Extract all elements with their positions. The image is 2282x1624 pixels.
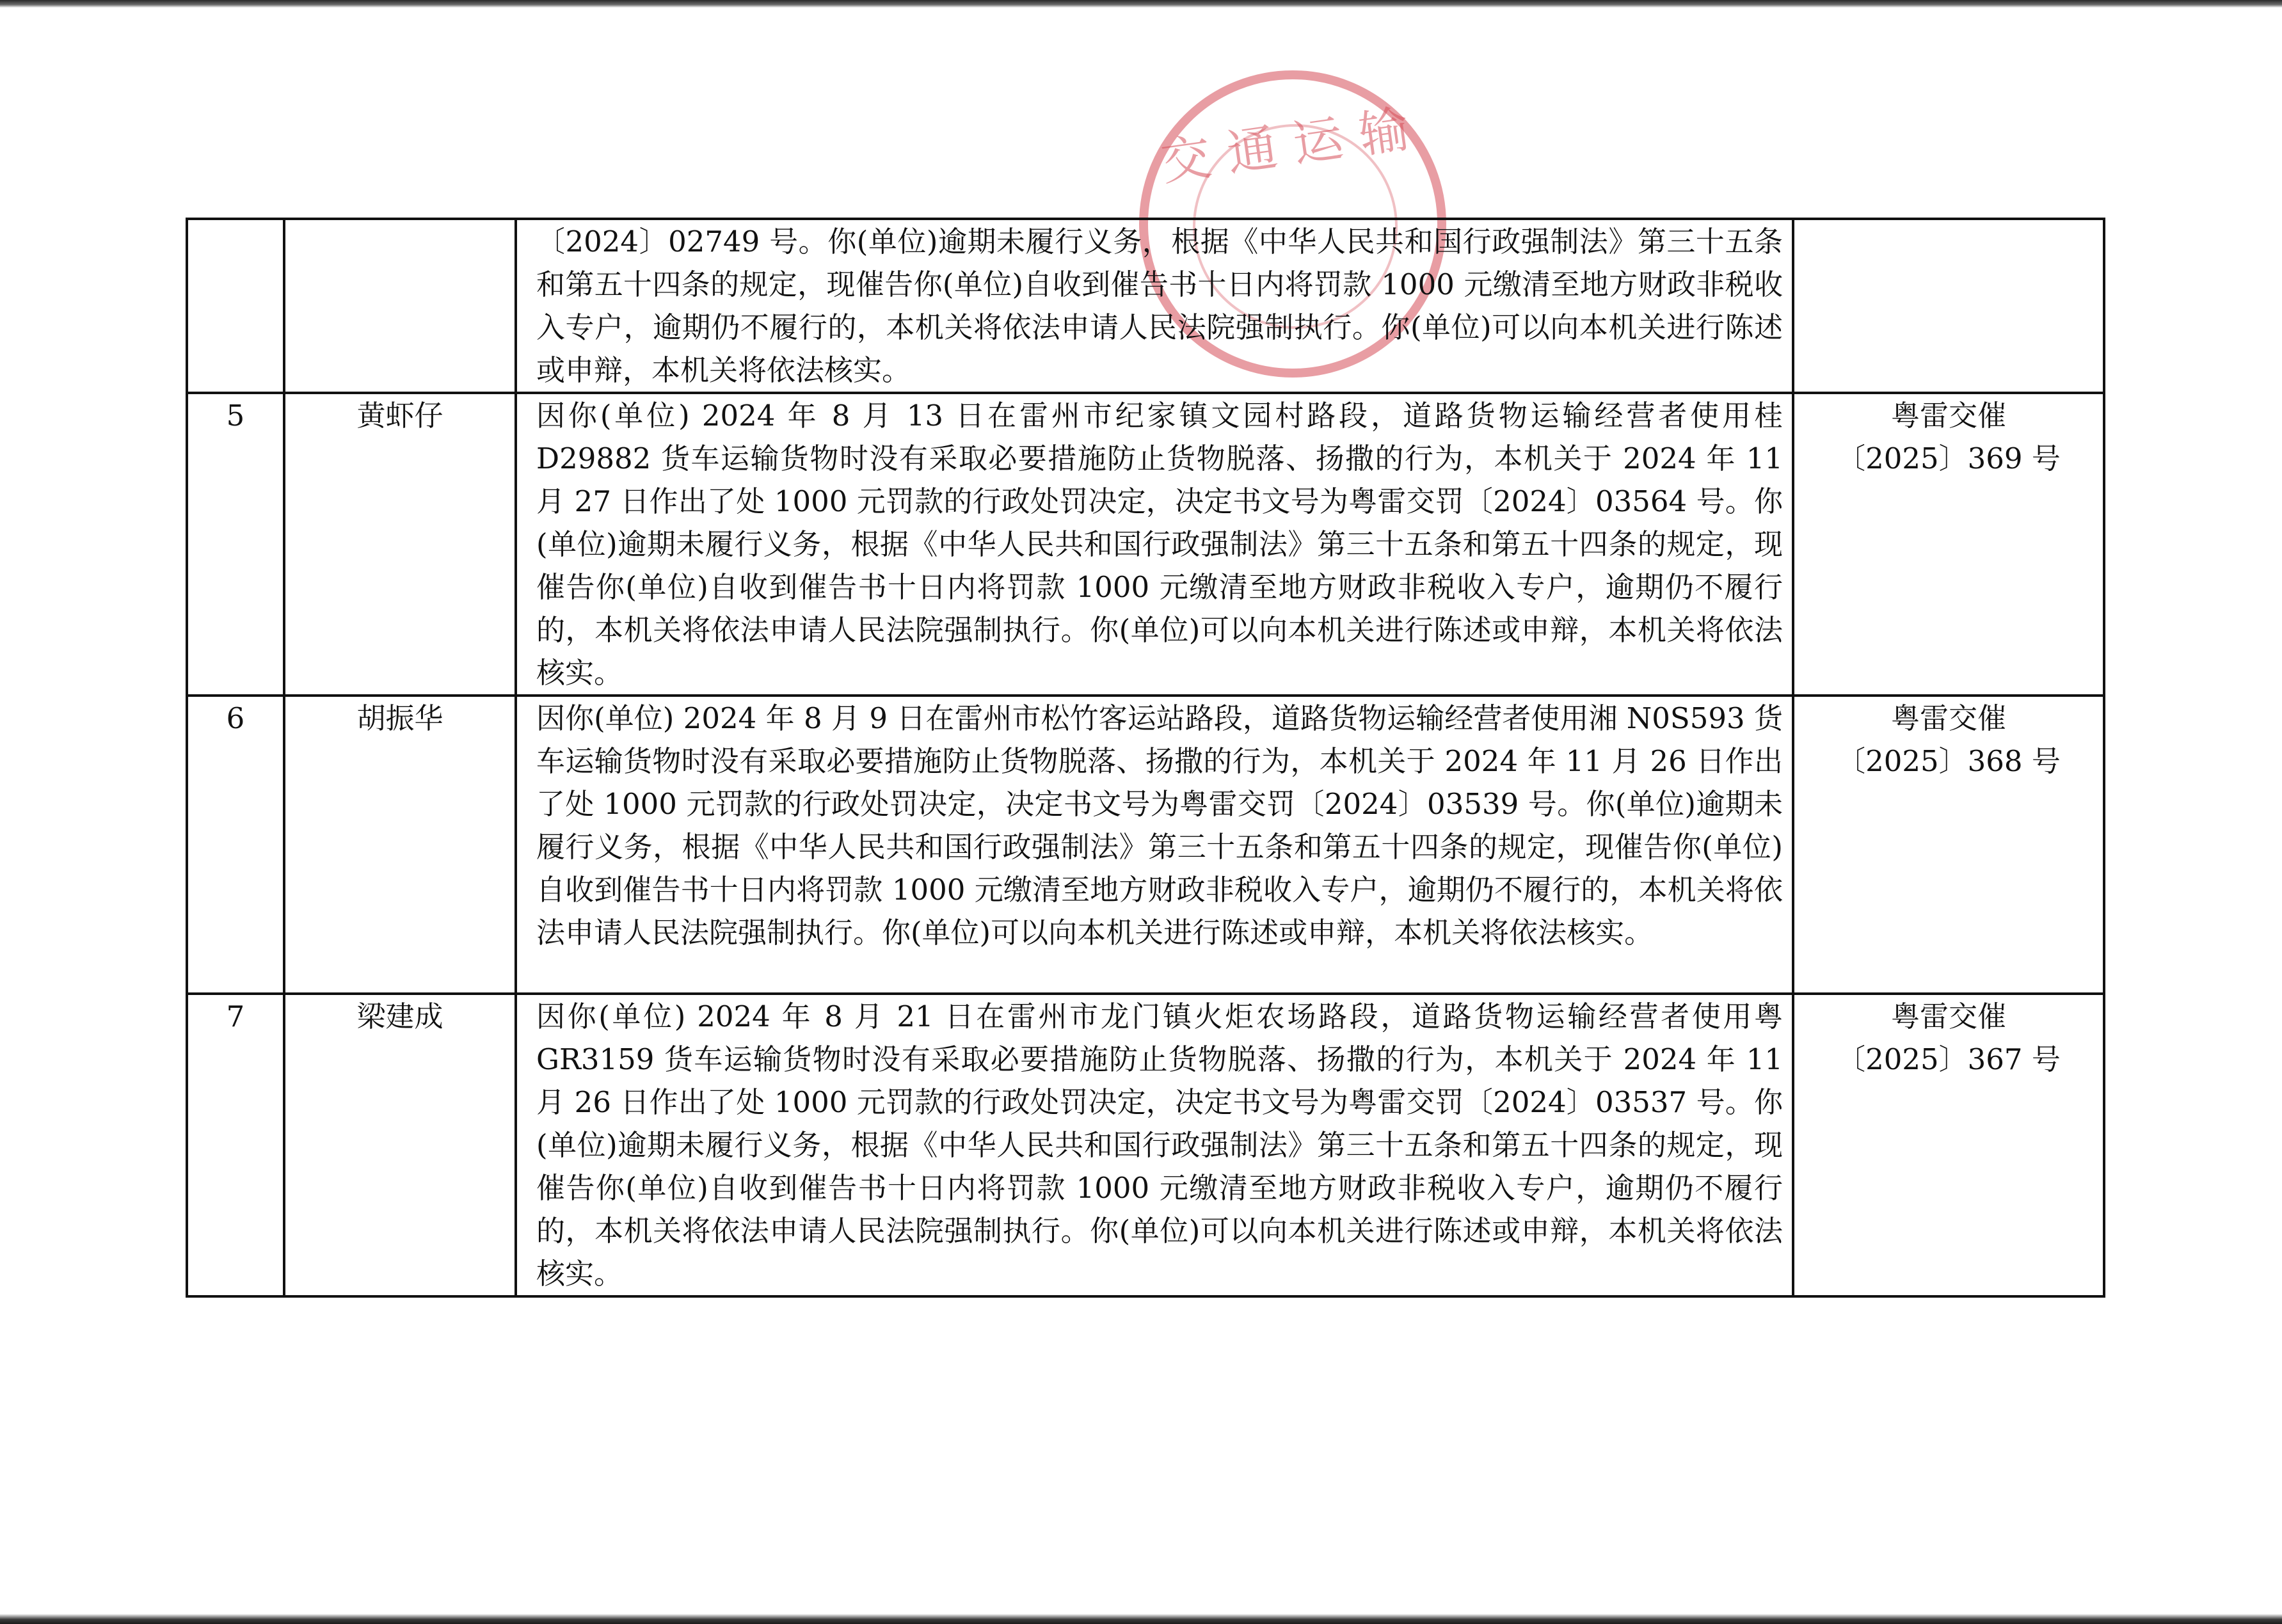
official-seal-text: 交通运输 [1157,98,1430,193]
document-number-cell [1793,696,2104,994]
document-number-line-1: 粤雷交催 [1890,399,2006,433]
party-name-cell [284,219,516,393]
document-number-line-2: 〔2025〕369 号 [1837,442,2061,475]
table-row [187,393,2104,696]
notice-text-cell: 〔2024〕02749 号。你(单位)逾期未履行义务，根据《中华人民共和国行政强制法》第三十五条和第五十四条的规定，现催告你(单位)自收到催告书十日内将罚款 1000 元缴清至地方财政非税收入专户，逾期仍不履行的，本机关将依法申请人民法院强制执行。你(单位)可以向本机关进行陈述或申辩，本机关将依法核实。 [516,219,1793,393]
scan-edge-bottom [0,1614,2282,1624]
row-number-cell: 7 [187,994,284,1296]
table-row [187,696,2104,994]
party-name-cell: 黄虾仔 [284,393,516,696]
table-row [187,219,2104,393]
document-number-cell [1793,393,2104,696]
document-number-line-1: 粤雷交催 [1890,999,2006,1033]
notice-table [186,218,2105,1298]
row-number-cell: 6 [187,696,284,994]
document-number-line-2: 〔2025〕368 号 [1837,744,2061,778]
party-name-cell: 胡振华 [284,696,516,994]
row-number-cell [187,219,284,393]
document-number-cell [1793,219,2104,393]
scan-edge-top [0,0,2282,8]
row-number-cell: 5 [187,393,284,696]
notice-text-cell: 因你(单位) 2024 年 8 月 21 日在雷州市龙门镇火炬农场路段，道路货物运输经营者使用粤 GR3159 货车运输货物时没有采取必要措施防止货物脱落、扬撒的行为，本机关于 2024 年 11 月 26 日作出了处 1000 元罚款的行政处罚决定，决定书文号为粤雷交罚〔2024〕03537 号。你(单位)逾期未履行义务，根据《中华人民共和国行政强制法》第三十五条和第五十四条的规定，现催告你(单位)自收到催告书十日内将罚款 1000 元缴清至地方财政非税收入专户，逾期仍不履行的，本机关将依法申请人民法院强制执行。你(单位)可以向本机关进行陈述或申辩，本机关将依法核实。 [516,994,1793,1296]
document-number-line-1: 粤雷交催 [1890,701,2006,735]
document-number-cell [1793,994,2104,1296]
notice-text-cell: 因你(单位) 2024 年 8 月 13 日在雷州市纪家镇文园村路段，道路货物运输经营者使用桂 D29882 货车运输货物时没有采取必要措施防止货物脱落、扬撒的行为，本机关于 2024 年 11 月 27 日作出了处 1000 元罚款的行政处罚决定，决定书文号为粤雷交罚〔2024〕03564 号。你(单位)逾期未履行义务，根据《中华人民共和国行政强制法》第三十五条和第五十四条的规定，现催告你(单位)自收到催告书十日内将罚款 1000 元缴清至地方财政非税收入专户，逾期仍不履行的，本机关将依法申请人民法院强制执行。你(单位)可以向本机关进行陈述或申辩，本机关将依法核实。 [516,393,1793,696]
table-row [187,994,2104,1296]
notice-text-cell: 因你(单位) 2024 年 8 月 9 日在雷州市松竹客运站路段，道路货物运输经营者使用湘 N0S593 货车运输货物时没有采取必要措施防止货物脱落、扬撒的行为，本机关于 2024 年 11 月 26 日作出了处 1000 元罚款的行政处罚决定，决定书文号为粤雷交罚〔2024〕03539 号。你(单位)逾期未履行义务，根据《中华人民共和国行政强制法》第三十五条和第五十四条的规定，现催告你(单位)自收到催告书十日内将罚款 1000 元缴清至地方财政非税收入专户，逾期仍不履行的，本机关将依法申请人民法院强制执行。你(单位)可以向本机关进行陈述或申辩，本机关将依法核实。 [516,696,1793,994]
document-number-line-2: 〔2025〕367 号 [1837,1042,2061,1076]
party-name-cell: 梁建成 [284,994,516,1296]
